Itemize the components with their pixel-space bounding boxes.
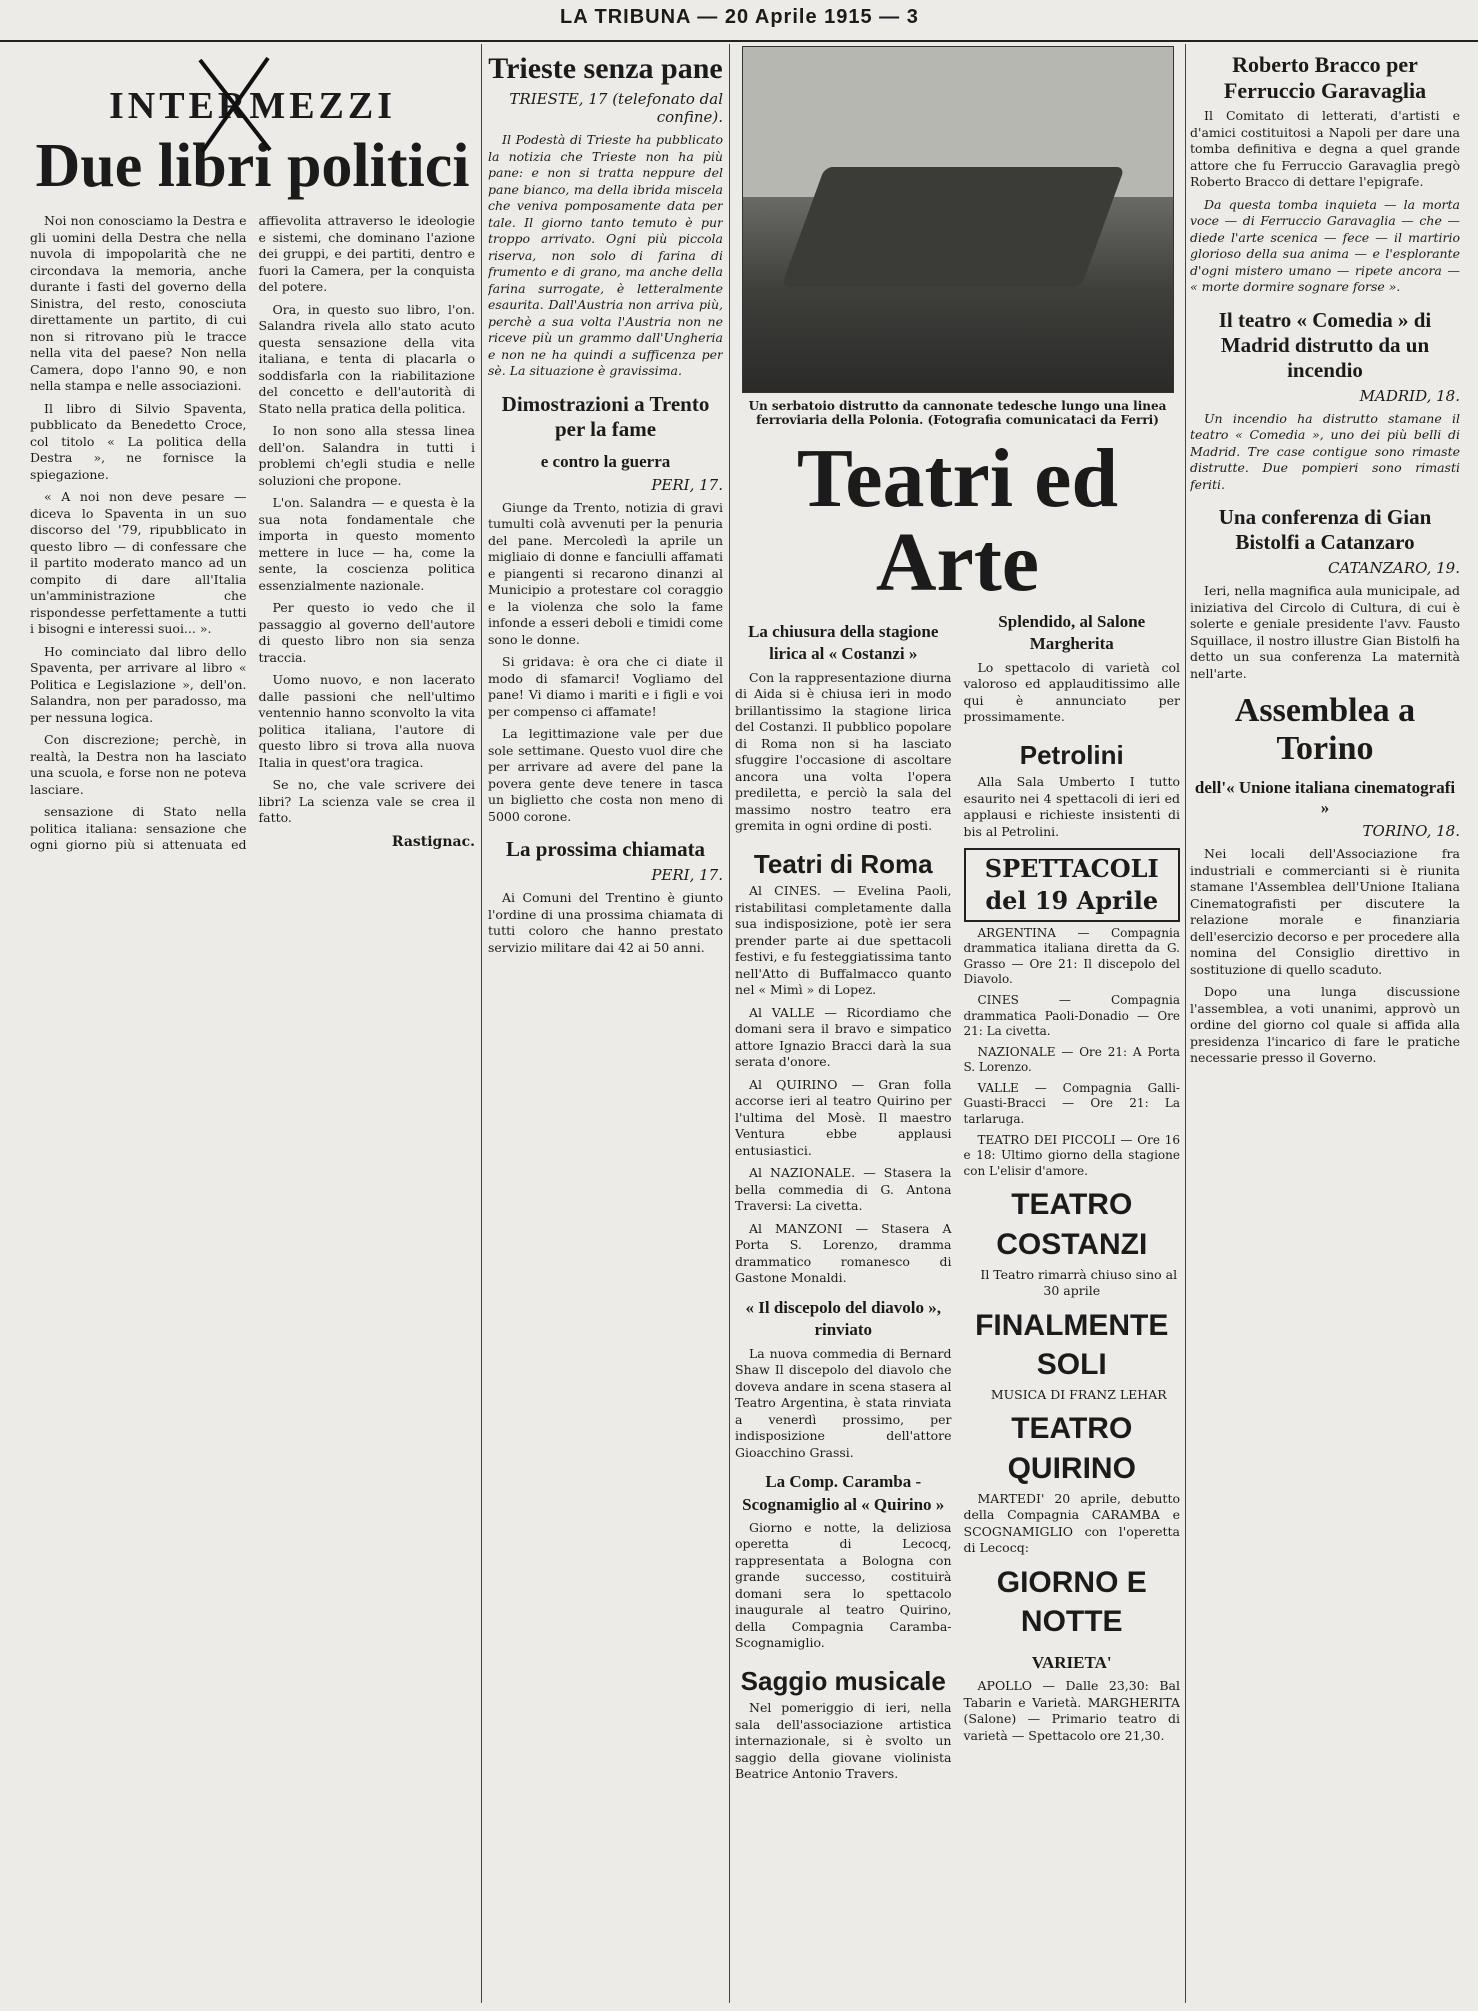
column-rule: [481, 44, 482, 2003]
dateline: MADRID, 18.: [1359, 386, 1460, 405]
ad-title: FINALMENTE SOLI: [975, 1308, 1169, 1382]
ad-subtitle: MUSICA DI FRANZ LEHAR: [990, 1386, 1167, 1402]
paragraph: Si gridava: è ora che ci diate il modo di sfamarci! Vogliamo del pane! Vi diamo i mariti e i figli e voi per compenso ci affamate!: [488, 654, 723, 719]
article-title: Teatri di Roma: [753, 848, 933, 879]
paragraph: La legittimazione vale per due sole settimane. Questo vuol dire che per arrivare ad avere del pane la povera gente deve tenere in tasca un biglietto che costa non meno di 5000 corone.: [488, 726, 723, 824]
article-title: « Il discepolo del diavolo », rinviato: [745, 1297, 942, 1340]
dateline: CATANZARO, 19.: [1328, 559, 1460, 577]
article-title: Petrolini: [1019, 739, 1124, 770]
article-title: Saggio musicale: [740, 1665, 946, 1696]
article-title: Due libri politici: [35, 132, 470, 200]
paragraph: Nei locali dell'Associazione fra industriali e commercianti si è riunita stamane l'Assemblea dell'Unione Italiana Cinematografisti per discutere la relazione morale e finanziaria dell'esercizio decorso e per procedere alla nomina del Consiglio direttivo in sostituzione di quello scaduto.: [1190, 846, 1460, 977]
article-title: Dimostrazioni a Trento per la fame: [501, 391, 710, 441]
article-title: La prossima chiamata: [505, 837, 706, 861]
dateline: PERI, 17.: [651, 475, 723, 494]
paragraph: Io non sono alla stessa linea dell'on. Salandra in tutti i problemi ch'egli studia e nelle soluzioni che propone.: [258, 423, 475, 488]
ad-text: APOLLO — Dalle 23,30: Bal Tabarin e Varietà. MARGHERITA (Salone) — Primario teatro di varietà — Spettacolo ore 21,30.: [963, 1678, 1180, 1743]
paragraph: Noi non conosciamo la Destra e gli uomini della Destra che nella nuvola di impopolarità che ne circondava la memoria, anche durante i fasti del governo della Sinistra, del resto, conosciuta direttamente un partito, di cui non si ritrovano più le tracce nella vita del paese? Non nella Camera, dopo l'anno 90, e non nella stampa e nelle associazioni.: [30, 213, 247, 394]
ad-title: VARIETA': [1031, 1652, 1112, 1672]
paragraph: Con discrezione; perchè, in realtà, la Destra non ha lasciato una scuola, e forse non ne poteva lasciare.: [30, 732, 247, 797]
listing-item: NAZIONALE — Ore 21: A Porta S. Lorenzo.: [963, 1044, 1180, 1075]
paragraph: Alla Sala Umberto I tutto esaurito nei 4 spettacoli di ieri ed applausi e richieste insistenti di bis al Petrolini.: [963, 774, 1180, 839]
article-title: Il teatro « Comedia » di Madrid distrutto da un incendio: [1218, 307, 1432, 382]
ad-title: GIORNO E NOTTE: [996, 1565, 1147, 1639]
paragraph: Al CINES. — Evelina Paoli, ristabilitasi completamente dalla sua indisposizione, potè ier sera prender parte ai due spettacoli festivi, e fu festeggiatissima tanto nell'Atto di Buffalmacco quanto nel « Mimì » di Lopez.: [735, 883, 952, 998]
article-body: [488, 500, 723, 826]
paragraph: Lo spettacolo di varietà col valoroso ed applauditissimo alle qui è annunciato per prossimamente.: [963, 659, 1180, 725]
listing-item: CINES — Compagnia drammatica Paoli-Donadio — Ore 21: La civetta.: [963, 992, 1180, 1039]
paragraph: Giunge da Trento, notizia di gravi tumulti colà avvenuti per la penuria del pane. Mercoledì la aprile un migliaio di donne e fanciulli affamati e piangenti si recarono dinanzi al Municipio a protestare col coraggio e la violenza che solo la fame infonde a esseri deboli e timidi come sono le donne.: [488, 499, 723, 647]
article-subtitle: dell'« Unione italiana cinematografi »: [1194, 778, 1456, 817]
paragraph: sensazione di Stato nella politica italiana: sensazione che ogni giorno più si attenuata ed affievolita attraverso le ideologie e sistemi, che dominano l'azione dei gruppi, e dei partiti, dentro e fuori la Camera, per la conquista del potere.: [30, 213, 475, 853]
listings-title: SPETTACOLI del 19 Aprile: [964, 848, 1181, 921]
article-title: Una conferenza di Gian Bistolfi a Catanzaro: [1218, 505, 1432, 554]
article-body: [1190, 583, 1460, 682]
paragraph: Nel pomeriggio di ieri, nella sala dell'associazione artistica internazionale, si è svolto un saggio della giovane violinista Beatrice Antonio Travers.: [735, 1700, 952, 1782]
article-body: [488, 890, 723, 956]
paragraph: Il Comitato di letterati, d'artisti e d'amici costituitosi a Napoli per dare una tomba definitiva e degna a quel grande attore che fu Ferruccio Garavaglia pregò Roberto Bracco di dettare l'epigrafe.: [1190, 108, 1460, 189]
article-title: Roberto Bracco per Ferruccio Garavaglia: [1223, 52, 1427, 103]
dateline: PERI, 17.: [651, 866, 723, 884]
ad-title: TEATRO QUIRINO: [1007, 1412, 1136, 1485]
article-title: Assemblea a Torino: [1234, 692, 1416, 767]
column-teatri: [735, 44, 1180, 2003]
column-rule: [729, 44, 730, 2003]
paragraph: Un incendio ha distrutto stamane il teatro « Comedia », uno dei più belli di Madrid. Tre case contigue sono rimaste distrutte. Due pompieri sono rimasti feriti.: [1190, 410, 1460, 492]
paragraph: Giorno e notte, la deliziosa operetta di Lecocq, rappresentata a Bologna con grande successo, costituirà domani sera lo spettacolo inaugurale al teatro Quirino, della Compagnia Caramba-Scognamiglio.: [735, 1519, 952, 1651]
listing-item: TEATRO DEI PICCOLI — Ore 16 e 18: Ultimo giorno della stagione con L'elisir d'amore.: [963, 1132, 1180, 1178]
dateline: TORINO, 18.: [1362, 822, 1460, 840]
paragraph: Uomo nuovo, e non lacerato dalle passioni che nell'ultimo ventennio hanno sconvolto la vita politica italiana, l'autore di questo libro si trova alla nuova Italia in quest'ora tragica.: [258, 672, 475, 770]
ad-title: TEATRO COSTANZI: [996, 1188, 1148, 1262]
paragraph: Ho cominciato dal libro dello Spaventa, per arrivare al libro « Politica e Legislazione », dell'on. Salandra, non per paradosso, ma per nessuna logica.: [30, 643, 247, 725]
article-body: [1190, 108, 1460, 296]
column-right: [1190, 44, 1460, 2003]
paragraph: Dopo una lunga discussione l'assemblea, a voti unanimi, approvò un ordine del giorno col quale si affida alla presidenza l'incarico di fare le pratiche necessarie presso il Governo.: [1190, 984, 1460, 1065]
section-title: Teatri ed Arte: [796, 432, 1119, 609]
column-intermezzi: [30, 44, 475, 2003]
section-kicker: INTERMEZZI: [108, 85, 397, 127]
paragraph: Se no, che vale scrivere dei libri? La scienza vale se crea il fatto.: [258, 777, 475, 826]
article-title: La chiusura della stagione lirica al « Costanzi »: [748, 622, 939, 664]
paragraph: « A noi non deve pesare — diceva lo Spaventa in un suo discorso del '79, ripubblicato in questo libro — di confessare che il partito moderato manco ad un compito di dare all'Italia un'amministrazione che rispondesse perfettamente a tutti i bisogni e interessi suoi... ».: [30, 489, 247, 637]
paragraph: Ieri, nella magnifica aula municipale, ad iniziativa del Circolo di Cultura, di cui è solerte e geniale presidente l'avv. Fausto Squillace, il nostro illustre Gian Bistolfi ha detto un sua conferenza La maternità nell'arte.: [1190, 583, 1460, 681]
paragraph: Al VALLE — Ricordiamo che domani sera il bravo e simpatico attore Ignazio Bracci darà la sua serata d'onore.: [735, 1004, 952, 1070]
listings: [964, 926, 1181, 1180]
dateline: TRIESTE, 17 (telefonato dal confine).: [509, 90, 723, 126]
article-body: [30, 213, 475, 854]
news-photo: [742, 46, 1174, 393]
listing-item: ARGENTINA — Compagnia drammatica italiana diretta da G. Grasso — Ore 21: Il discepolo del Diavolo.: [963, 925, 1180, 987]
column-trieste: [488, 44, 723, 2003]
article-body: [1190, 411, 1460, 494]
article-title: La Comp. Caramba - Scognamiglio al « Quirino »: [742, 1472, 945, 1514]
top-rule: [0, 0, 1478, 42]
paragraph: Al QUIRINO — Gran folla accorse ieri al teatro Quirino per l'ultima del Mosè. Il maestro Ventura ebbe applausi entusiastici.: [735, 1076, 952, 1158]
masthead: LA TRIBUNA — 20 Aprile 1915 — 3: [560, 6, 919, 28]
article-title: Trieste senza pane: [488, 52, 723, 85]
paragraph: La nuova commedia di Bernard Shaw Il discepolo del diavolo che doveva andare in scena stasera al Teatro Argentina, è stata rinviata a venerdì prossimo, per indisposizione dell'attore Gioacchino Grassi.: [735, 1345, 952, 1460]
ad-text: Il Teatro rimarrà chiuso sino al 30 aprile: [980, 1266, 1178, 1299]
paragraph: Al NAZIONALE. — Stasera la bella commedia di G. Antona Traversi: La civetta.: [735, 1165, 952, 1214]
theatre-columns: [735, 611, 1180, 1783]
article-body: [488, 132, 723, 380]
epigraph: Da questa tomba inquieta — la morta voce — di Ferruccio Garavaglia — che — diede l'arte scenica — fece — il martirio glorioso della sua anima — e l'esplorante d'ogni mistero umano — ripete ancora — « morte dormire sognare forse ».: [1190, 196, 1460, 294]
paragraph: Per questo io vedo che il passaggio al governo dell'autore di questo libro non sia senza traccia.: [258, 600, 475, 665]
column-rule: [1185, 44, 1186, 2003]
paragraph: Il libro di Silvio Spaventa, pubblicato da Benedetto Croce, col titolo « La politica della Destra », ne fornisce la spiegazione.: [30, 400, 247, 482]
listing-item: VALLE — Compagnia Galli-Guasti-Bracci — Ore 21: La tarlaruga.: [963, 1080, 1180, 1127]
photo-wreck: [781, 167, 1125, 287]
photo-caption: Un serbatoio distrutto da cannonate tedesche lungo una linea ferroviaria della Polonia. (Fotografia comunicataci da Ferri): [748, 399, 1167, 427]
paragraph: Al MANZONI — Stasera A Porta S. Lorenzo, dramma drammatico romanesco di Gastone Monaldi.: [735, 1220, 952, 1286]
paragraph: Ora, in questo suo libro, l'on. Salandra rivela allo stato acuto questa sensazione della vita italiana, e tenta di placarla o soddisfarla con la riabilitazione del concetto e dell'autorità di Stato nella pratica della politica.: [258, 301, 475, 416]
article-body: [1190, 846, 1460, 1067]
paragraph: L'on. Salandra — e questa è la sua nota fondamentale che importa in questo momento mettere in luce — ha, come la sente, la coscienza politica essenzialmente nazionale.: [258, 495, 475, 593]
article-title: Splendido, al Salone Margherita: [998, 612, 1146, 654]
signature: Rastignac.: [391, 833, 475, 850]
paragraph: Ai Comuni del Trentino è giunto l'ordine di una prossima chiamata di tutti coloro che hanno prestato servizio militare dai 42 ai 50 anni.: [488, 890, 723, 955]
article-subtitle: e contro la guerra: [540, 451, 671, 471]
paragraph: Con la rappresentazione diurna di Aida si è chiusa ieri in modo brillantissimo la stagione lirica del Costanzi. Il pubblico popolare di Roma non si ha lasciato sfuggire l'occasione di ascoltare ancora una volta l'opera prediletta, e perciò la sala del massimo nostro teatro era gremita in ogni ordine di posti.: [735, 669, 952, 834]
ad-text: MARTEDI' 20 aprile, debutto della Compagnia CARAMBA e SCOGNAMIGLIO con l'operetta di Lecocq:: [963, 1490, 1180, 1555]
paragraph: Il Podestà di Trieste ha pubblicato la notizia che Trieste non ha più pane: e non si tratta neppure del pane bianco, ma della ibrida miscela che veniva pomposamente data per tale. Il giorno tanto temuto è pur troppo arrivato. Ogni più piccola riserva, non solo di farina di frumento e di grano, ma anche della farina surrogate, è letteralmente esaurita. Dall'Austria non arriva più, perchè a sua volta l'Austria non ne riceve più un grammo dall'Ungheria e non ne ha quindi a sufficenza per sè. La situazione è gravissima.: [488, 132, 723, 378]
